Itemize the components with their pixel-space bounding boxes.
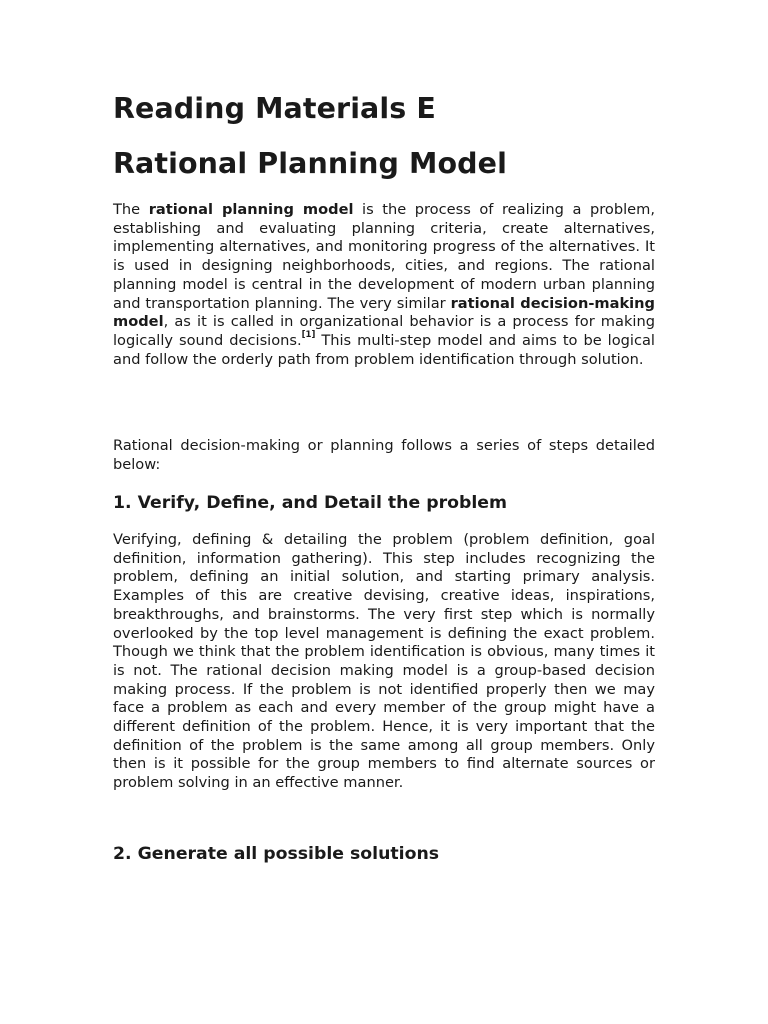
intro-text-2: is the process of realizing a problem, establishing and evaluating planning criteria, create alternatives, implementing alternatives, and monitoring progress of the alternatives. It is used in designing neighborhoods, cities, and regions. The rational planning model is central in the development of modern urban planning and transportation planning. The very similar	[113, 201, 655, 312]
section-1-body: Verifying, defining & detailing the problem (problem definition, goal definition, information gathering). This step includes recognizing the problem, defining an initial solution, and starting primary analysis. Examples of this are creative devising, creative ideas, inspirations, breakthroughs, and brainstorms. The very first step which is normally overlooked by the top level management is defining the exact problem. Though we think that the problem identification is obvious, many times it is not. The rational decision making model is a group-based decision making process. If the problem is not identified properly then we may face a problem as each and every member of the group might have a different definition of the problem. Hence, it is very important that the definition of the problem is the same among all group members. Only then is it possible for the group members to find alternate sources or problem solving in an effective manner.	[113, 531, 655, 792]
steps-intro-paragraph: Rational decision-making or planning follows a series of steps detailed below:	[113, 437, 655, 473]
document-subtitle: Rational Planning Model	[113, 147, 507, 180]
intro-text-4: This multi-step model and aims to be logical and follow the orderly path from problem identification through solution.	[113, 331, 655, 368]
intro-text-3: , as it is called in organizational behavior is a process for making logically sound decisions.	[113, 313, 655, 349]
intro-bold-term-2: rational decision-making model	[113, 294, 656, 331]
intro-bold-term-1: rational planning model	[148, 201, 354, 218]
section-2-heading: 2. Generate all possible solutions	[113, 844, 440, 864]
intro-text-1: The	[113, 201, 149, 218]
intro-paragraph	[113, 201, 655, 369]
footnote-reference[interactable]: [1]	[301, 330, 316, 341]
section-1-heading: 1. Verify, Define, and Detail the problem	[113, 493, 507, 513]
document-title: Reading Materials E	[113, 92, 436, 125]
